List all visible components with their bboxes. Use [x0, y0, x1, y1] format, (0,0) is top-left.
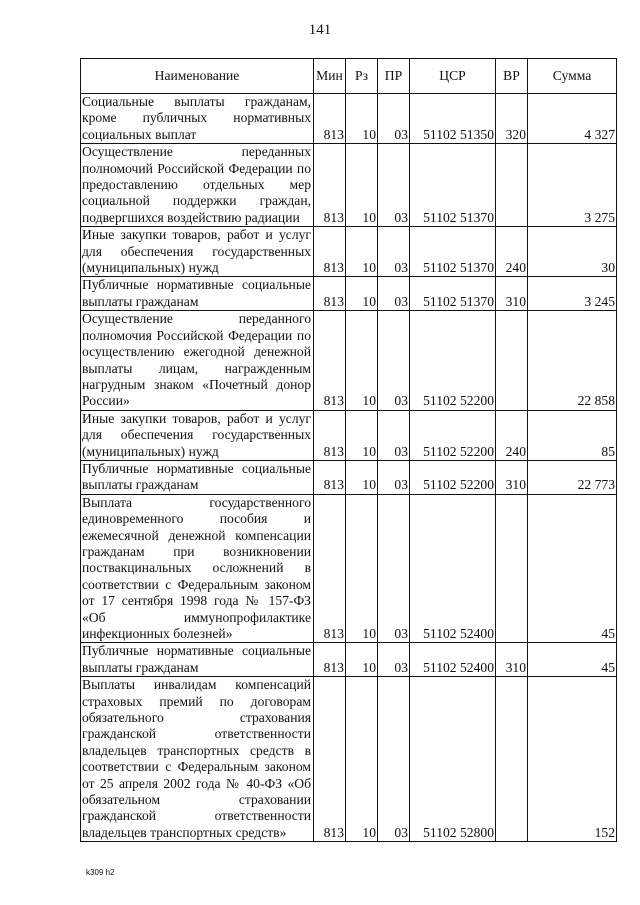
row-rz: 10 [346, 677, 378, 842]
footer-code: k309 h2 [86, 868, 115, 877]
row-sum: 3 245 [528, 277, 617, 311]
header-csr: ЦСР [410, 59, 496, 94]
row-min: 813 [314, 410, 346, 460]
table-row [81, 277, 617, 311]
row-pr: 03 [378, 227, 410, 277]
row-rz: 10 [346, 277, 378, 311]
row-rz: 10 [346, 144, 378, 227]
row-rz: 10 [346, 494, 378, 643]
row-rz: 10 [346, 460, 378, 494]
row-rz: 10 [346, 94, 378, 144]
row-csr: 51102 52800 [410, 677, 496, 842]
row-sum: 45 [528, 643, 617, 677]
row-pr: 03 [378, 94, 410, 144]
header-min: Мин [314, 59, 346, 94]
row-csr: 51102 52400 [410, 643, 496, 677]
row-name: Осуществление переданного полномочия Российской Федерации по осуществлению ежегодной денежной выплаты лицам, награжденным нагрудным знаком «Почетный донор России» [81, 311, 314, 410]
row-pr: 03 [378, 460, 410, 494]
header-pr: ПР [378, 59, 410, 94]
row-csr: 51102 51370 [410, 144, 496, 227]
row-min: 813 [314, 643, 346, 677]
row-csr: 51102 51370 [410, 277, 496, 311]
header-vr: ВР [496, 59, 528, 94]
row-csr: 51102 52200 [410, 460, 496, 494]
row-vr: 310 [496, 460, 528, 494]
row-min: 813 [314, 494, 346, 643]
table-row [81, 227, 617, 277]
row-vr [496, 311, 528, 410]
row-csr: 51102 52400 [410, 494, 496, 643]
row-vr [496, 494, 528, 643]
row-min: 813 [314, 460, 346, 494]
table-row [81, 677, 617, 842]
header-sum: Сумма [528, 59, 617, 94]
row-pr: 03 [378, 643, 410, 677]
row-pr: 03 [378, 311, 410, 410]
row-vr [496, 677, 528, 842]
budget-table [80, 58, 617, 842]
table-row [81, 460, 617, 494]
row-min: 813 [314, 144, 346, 227]
table-row [81, 643, 617, 677]
row-csr: 51102 52200 [410, 410, 496, 460]
row-min: 813 [314, 227, 346, 277]
row-sum: 85 [528, 410, 617, 460]
row-name: Выплаты инвалидам компенсаций страховых премий по договорам обязательного страхования гражданской ответственности владельцев транспортных средств в соответствии с Федеральным законом от 25 апреля 2002 года № 40-ФЗ «Об обязательном страховании гражданской ответственности владельцев транспортных средств» [81, 677, 314, 842]
row-rz: 10 [346, 643, 378, 677]
row-sum: 3 275 [528, 144, 617, 227]
row-vr [496, 144, 528, 227]
table-row [81, 410, 617, 460]
row-name: Публичные нормативные социальные выплаты гражданам [81, 460, 314, 494]
row-name: Осуществление переданных полномочий Российской Федерации по предоставлению отдельных мер социальной поддержки граждан, подвергшихся воздействию радиации [81, 144, 314, 227]
row-pr: 03 [378, 277, 410, 311]
row-sum: 152 [528, 677, 617, 842]
row-sum: 45 [528, 494, 617, 643]
row-vr: 310 [496, 277, 528, 311]
row-pr: 03 [378, 144, 410, 227]
row-vr: 320 [496, 94, 528, 144]
row-rz: 10 [346, 311, 378, 410]
row-rz: 10 [346, 410, 378, 460]
row-sum: 30 [528, 227, 617, 277]
row-min: 813 [314, 677, 346, 842]
row-min: 813 [314, 311, 346, 410]
row-vr: 310 [496, 643, 528, 677]
row-csr: 51102 52200 [410, 311, 496, 410]
row-rz: 10 [346, 227, 378, 277]
row-pr: 03 [378, 677, 410, 842]
row-pr: 03 [378, 410, 410, 460]
row-name: Социальные выплаты гражданам, кроме публичных нормативных социальных выплат [81, 94, 314, 144]
row-sum: 22 858 [528, 311, 617, 410]
table-row [81, 311, 617, 410]
table-row [81, 144, 617, 227]
table-row [81, 94, 617, 144]
row-min: 813 [314, 277, 346, 311]
row-vr: 240 [496, 227, 528, 277]
row-pr: 03 [378, 494, 410, 643]
row-name: Публичные нормативные социальные выплаты гражданам [81, 277, 314, 311]
header-rz: Рз [346, 59, 378, 94]
row-name: Иные закупки товаров, работ и услуг для обеспечения государственных (муниципальных) нужд [81, 410, 314, 460]
page-number: 141 [308, 22, 332, 38]
row-csr: 51102 51350 [410, 94, 496, 144]
row-min: 813 [314, 94, 346, 144]
table-row [81, 494, 617, 643]
row-csr: 51102 51370 [410, 227, 496, 277]
row-sum: 22 773 [528, 460, 617, 494]
table-header-row [81, 59, 617, 94]
row-name: Выплата государственного единовременного пособия и ежемесячной денежной компенсации гражданам при возникновении поствакцинальных осложнений в соответствии с Федеральным законом от 17 сентября 1998 года № 157-ФЗ «Об иммунопрофилактике инфекционных болезней» [81, 494, 314, 643]
header-name: Наименование [81, 59, 314, 94]
row-vr: 240 [496, 410, 528, 460]
row-sum: 4 327 [528, 94, 617, 144]
row-name: Иные закупки товаров, работ и услуг для обеспечения государственных (муниципальных) нужд [81, 227, 314, 277]
row-name: Публичные нормативные социальные выплаты гражданам [81, 643, 314, 677]
